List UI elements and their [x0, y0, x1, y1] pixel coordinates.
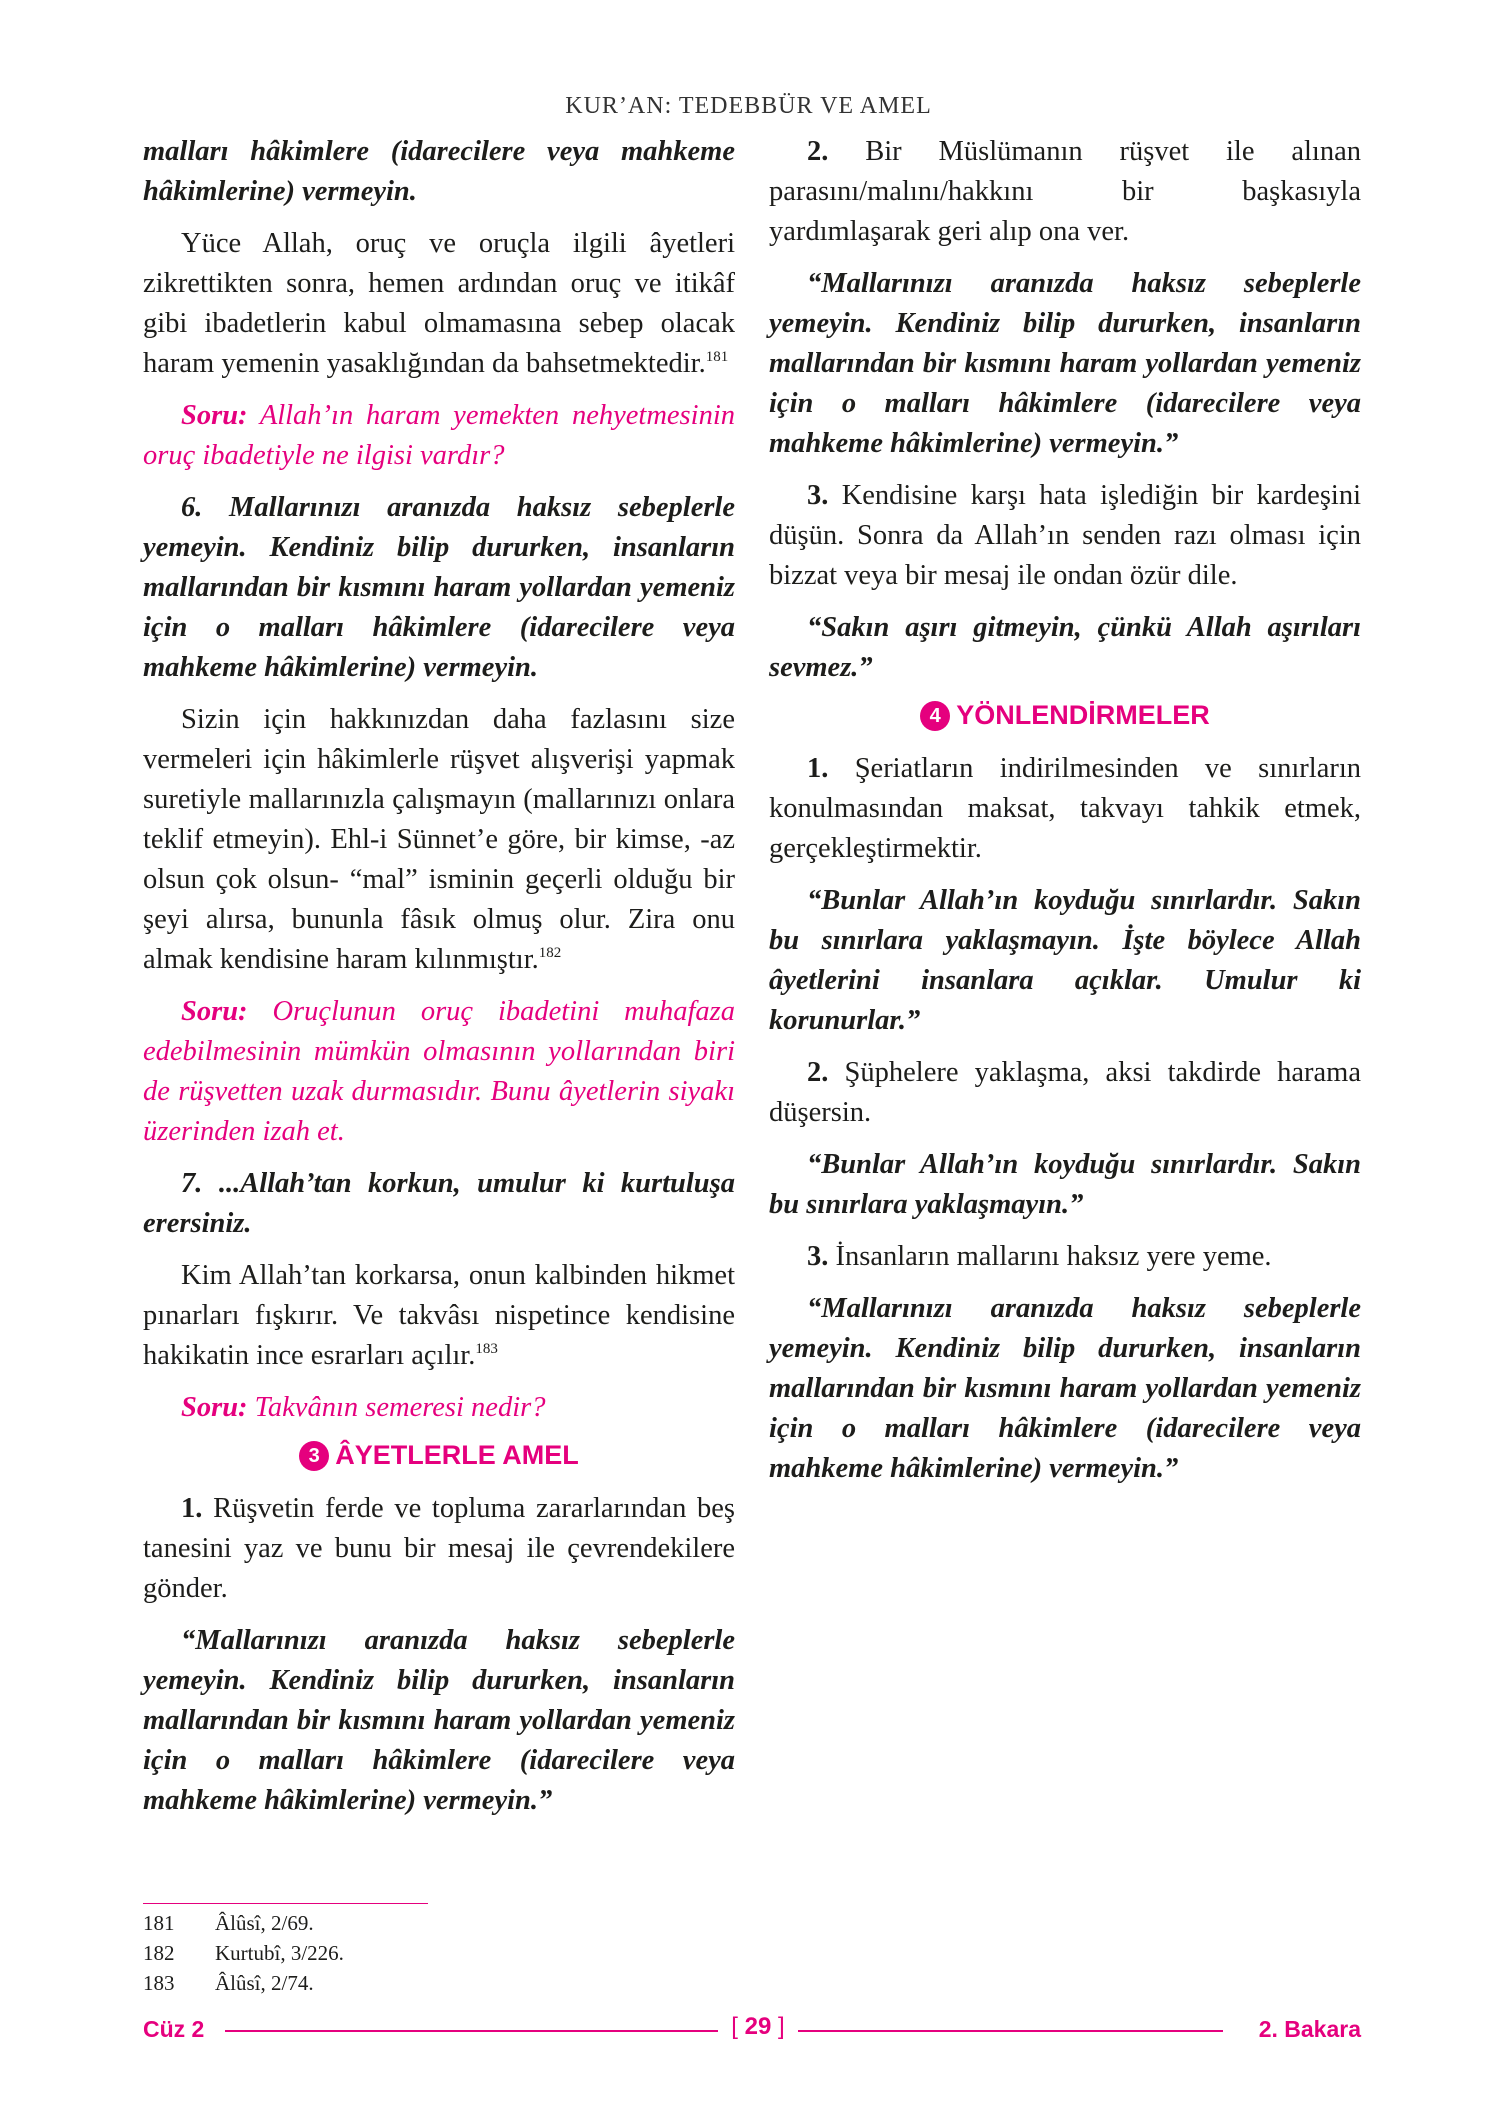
item-number: 2.: [807, 136, 829, 167]
juz-label: Cüz 2: [143, 2016, 205, 2042]
left-column: [143, 132, 735, 1833]
question-label: Soru:: [181, 400, 248, 431]
question-label: Soru:: [181, 1392, 248, 1423]
footnote-ref: 182: [538, 945, 562, 961]
footnote-ref: 181: [705, 349, 729, 365]
action-item: 3. Kendisine karşı hata işlediğin bir kardeşini düşün. Sonra da Allah’ın senden razı olması için bizzat veya bir mesaj ile ondan özür dile.: [769, 480, 1362, 591]
question-paragraph: Soru: Allah’ın haram yemekten nehyetmesinin oruç ibadetiyle ne ilgisi vardır?: [143, 400, 735, 471]
verse-continuation: malları hâkimlere (idarecilere veya mahkeme hâkimlerine) vermeyin.: [143, 136, 735, 207]
verse-quote: “Bunlar Allah’ın koyduğu sınırlardır. Sakın bu sınırlara yaklaşmayın.”: [769, 1149, 1361, 1220]
guidance-item: 1. Şeriatların indirilmesinden ve sınırların konulmasından maksat, takvayı tahkik etmek, gerçekleştirmektir.: [769, 753, 1362, 864]
section-number-badge: 3: [299, 1441, 329, 1471]
question-label: Soru:: [181, 996, 248, 1027]
running-head: KUR’AN: TEDEBBÜR VE AMEL: [565, 93, 932, 119]
footnote: 182 Kurtubî, 3/226.: [143, 1941, 344, 1965]
item-number: 3.: [807, 1241, 829, 1272]
guidance-item: 3. İnsanların mallarını haksız yere yeme.: [807, 1241, 1272, 1272]
footnotes: [143, 1908, 743, 1998]
footnote: 183 Âlûsî, 2/74.: [143, 1971, 314, 1995]
item-number: 1.: [181, 1493, 203, 1524]
item-number: 3.: [807, 480, 829, 511]
footer-rule-left: [225, 2030, 718, 2032]
action-item: 2. Bir Müslümanın rüşvet ile alınan parasını/malını/hakkını bir başkasıyla yardımlaşarak geri alıp ona ver.: [769, 136, 1362, 247]
footnote-divider: [143, 1903, 428, 1904]
commentary-paragraph: Sizin için hakkınızdan daha fazlasını size vermeleri için hâkimlerle rüşvet alışverişi yapmak suretiyle mallarınızla çalışmayın (mallarınızı onlara teklif etmeyin). Ehl-i Sünnet’e göre, bir kimse, -az olsun çok olsun- “mal” isminin geçerli olduğu bir şeyi alırsa, bununla fâsık olmuş olur. Zira onu almak kendisine haram kılınmıştır.$^{182}$: [143, 704, 735, 975]
verse-quote: “Sakın aşırı gitmeyin, çünkü Allah aşırıları sevmez.”: [769, 612, 1361, 683]
verse-quote: “Mallarınızı aranızda haksız sebeplerle yemeyin. Kendiniz bilip dururken, insanların mallarından bir kısmını haram yollardan yemeniz için o malları hâkimlere (idarecilere veya mahkeme hâkimlerine) vermeyin.”: [769, 1293, 1361, 1484]
page-number: [ 29 ]: [731, 2013, 785, 2040]
footer-rule-right: [798, 2030, 1223, 2032]
section-heading-yonlendirmeler: 4 YÖNLENDİRMELER: [769, 700, 1361, 731]
action-item: 1. Rüşvetin ferde ve topluma zararlarından beş tanesini yaz ve bunu bir mesaj ile çevrendekilere gönder.: [143, 1493, 736, 1604]
verse-6: 6. Mallarınızı aranızda haksız sebeplerle yemeyin. Kendiniz bilip dururken, insanların mallarından bir kısmını haram yollardan yemeniz için o malları hâkimlere (idarecilere veya mahkeme hâkimlerine) vermeyin.: [143, 492, 735, 683]
commentary-paragraph: Kim Allah’tan korkarsa, onun kalbinden hikmet pınarları fışkırır. Ve takvâsı nispetince kendisine hakikatin ince esrarları açılır.$^{183}$: [143, 1260, 735, 1371]
footnote-ref: 183: [475, 1341, 498, 1357]
commentary-paragraph: Yüce Allah, oruç ve oruçla ilgili âyetleri zikrettikten sonra, hemen ardından oruç ve itikâf gibi ibadetlerin kabul olmamasına sebep olacak haram yemenin yasaklığından da bahsetmektedir.$^{181}$: [143, 228, 735, 379]
guidance-item: 2. Şüphelere yaklaşma, aksi takdirde harama düşersin.: [769, 1057, 1361, 1128]
footnote: 181 Âlûsî, 2/69.: [143, 1911, 314, 1935]
sura-label: 2. Bakara: [1258, 2016, 1361, 2042]
question-paragraph: Soru: Takvânın semeresi nedir?: [181, 1392, 546, 1423]
page-footer: [143, 2012, 1361, 2052]
section-number-badge: 4: [920, 701, 950, 731]
verse-quote: “Mallarınızı aranızda haksız sebeplerle yemeyin. Kendiniz bilip dururken, insanların mallarından bir kısmını haram yollardan yemeniz için o malları hâkimlere (idarecilere veya mahkeme hâkimlerine) vermeyin.”: [143, 1625, 735, 1816]
item-number: 1.: [807, 753, 829, 784]
right-column: [769, 132, 1361, 1501]
item-number: 2.: [807, 1057, 829, 1088]
verse-quote: “Bunlar Allah’ın koyduğu sınırlardır. Sakın bu sınırlara yaklaşmayın. İşte böylece Allah âyetlerini insanlara açıklar. Umulur ki korunurlar.”: [769, 885, 1361, 1036]
question-paragraph: Soru: Oruçlunun oruç ibadetini muhafaza edebilmesinin mümkün olmasının yollarından biri de rüşvetten uzak durmasıdır. Bunu âyetlerin siyakı üzerinden izah et.: [143, 996, 735, 1147]
section-heading-ayetlerle-amel: 3 ÂYETLERLE AMEL: [143, 1440, 735, 1471]
verse-7: 7. ...Allah’tan korkun, umulur ki kurtuluşa erersiniz.: [143, 1168, 735, 1239]
verse-quote: “Mallarınızı aranızda haksız sebeplerle yemeyin. Kendiniz bilip dururken, insanların mallarından bir kısmını haram yollardan yemeniz için o malları hâkimlere (idarecilere veya mahkeme hâkimlerine) vermeyin.”: [769, 268, 1361, 459]
